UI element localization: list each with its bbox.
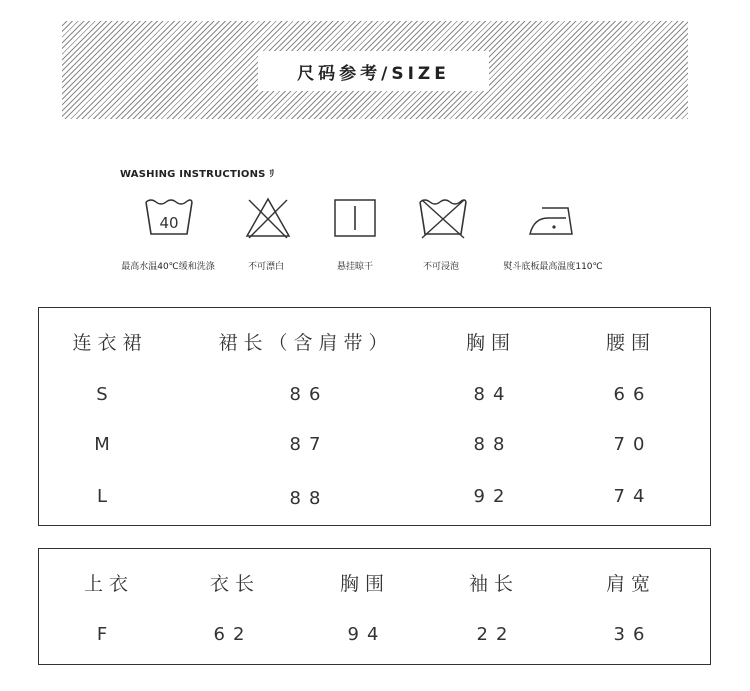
dress-header-type: 连衣裙 <box>72 332 148 354</box>
dress-header-length: 裙长（含肩带） <box>218 332 394 354</box>
page-title: 尺码参考/SIZE <box>258 51 489 91</box>
dress-row-l-waist: 74 <box>613 486 653 507</box>
no-bleach-icon <box>243 196 293 240</box>
top-header-chest: 胸围 <box>339 573 391 595</box>
top-row-f-length: 62 <box>213 624 253 645</box>
top-header-type: 上衣 <box>83 573 135 595</box>
dress-header-chest: 胸围 <box>465 332 517 354</box>
dress-row-m-length: 87 <box>289 434 329 455</box>
washing-heading: WASHING INSTRUCTIONS ﾘ <box>120 169 275 180</box>
dress-row-l-length: 88 <box>289 488 329 509</box>
wash-temp-label: 40 <box>159 214 179 232</box>
top-size-table <box>38 548 711 665</box>
dress-row-m-size: M <box>94 434 118 455</box>
no-soak-label: 不可浸泡 <box>422 262 460 272</box>
top-row-f-sleeve: 22 <box>476 624 516 645</box>
top-header-length: 衣长 <box>209 573 261 595</box>
dress-row-s-chest: 84 <box>473 384 513 405</box>
dress-row-s-waist: 66 <box>613 384 653 405</box>
no-bleach-label: 不可漂白 <box>247 262 285 272</box>
top-row-f-shoulder: 36 <box>613 624 653 645</box>
top-header-sleeve: 袖长 <box>468 573 520 595</box>
hang-dry-icon <box>333 196 379 240</box>
dress-header-waist: 腰围 <box>605 332 657 354</box>
hang-dry-label: 悬挂晾干 <box>336 262 374 272</box>
dress-row-m-waist: 70 <box>613 434 653 455</box>
wash-40-label: 最高水温40℃缓和洗涤 <box>121 262 215 272</box>
no-soak-icon <box>418 196 468 240</box>
dress-row-l-size: L <box>96 486 116 507</box>
top-row-f-chest: 94 <box>347 624 387 645</box>
iron-low-icon <box>526 196 578 240</box>
iron-low-label: 熨斗底板最高温度110℃ <box>503 262 603 272</box>
dress-row-l-chest: 92 <box>473 486 513 507</box>
dress-row-s-size: S <box>96 384 116 405</box>
top-header-shoulder: 肩宽 <box>605 573 657 595</box>
dress-row-m-chest: 88 <box>473 434 513 455</box>
dress-row-s-length: 86 <box>289 384 329 405</box>
wash-40-icon <box>144 196 194 240</box>
top-row-f-size: F <box>96 624 116 645</box>
